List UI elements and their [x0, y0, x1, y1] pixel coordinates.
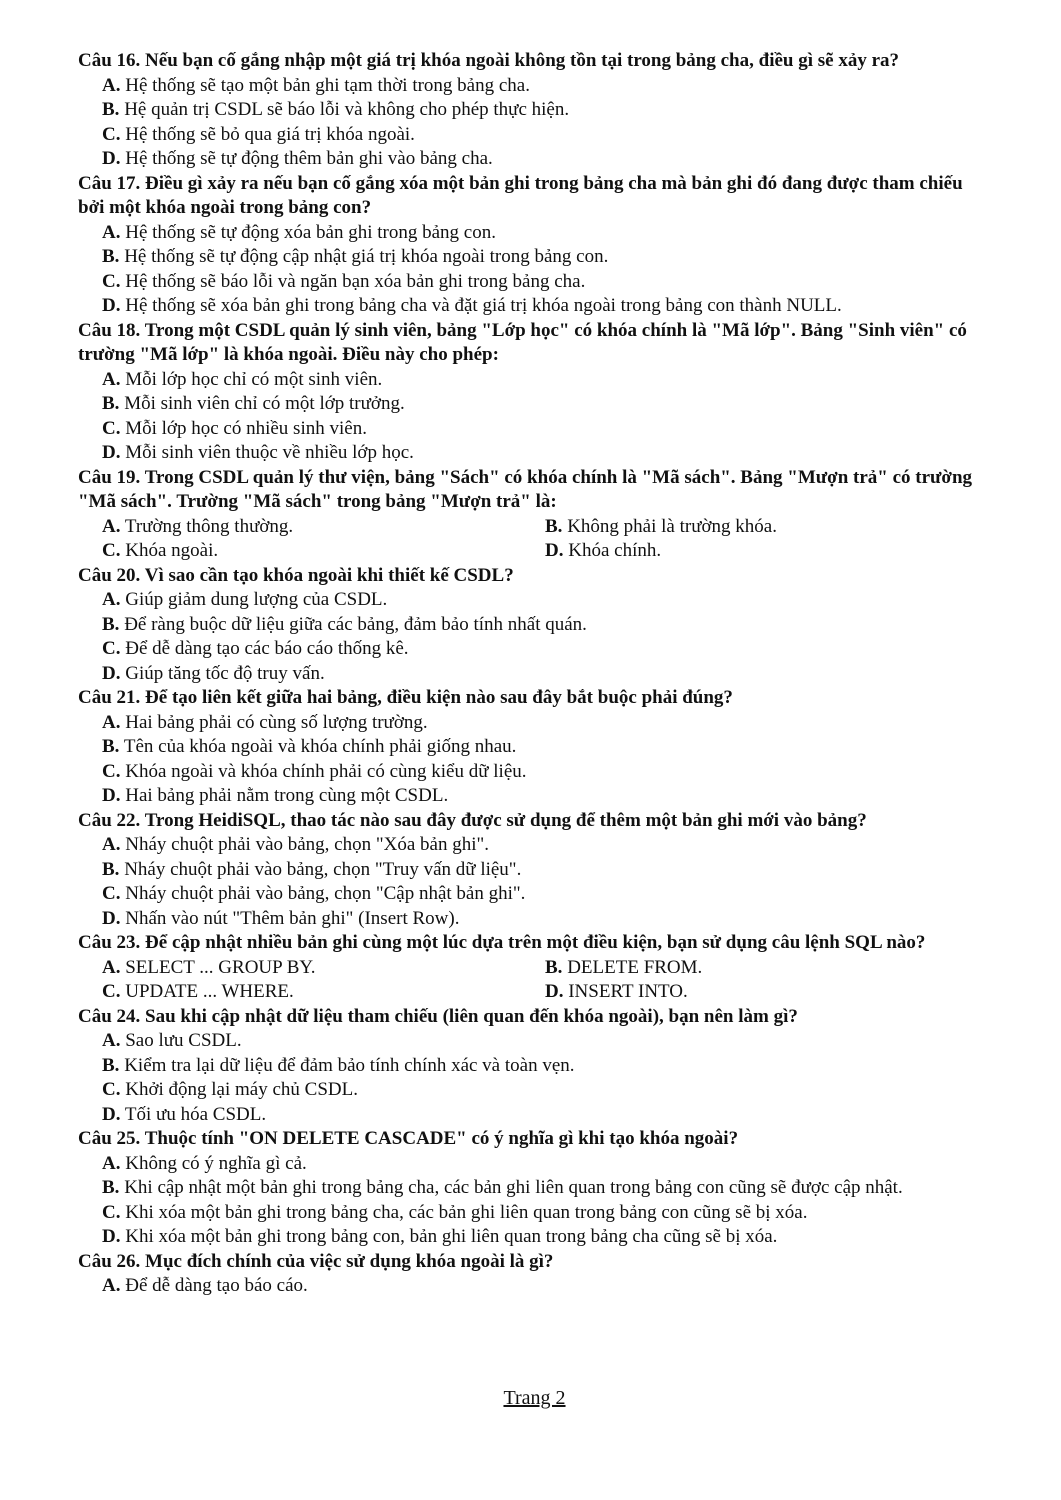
question-text: Trong HeidiSQL, thao tác nào sau đây được sử dụng để thêm một bản ghi mới vào bảng?	[144, 809, 867, 831]
option-b: B. Tên của khóa ngoài và khóa chính phải giống nhau.	[102, 736, 517, 757]
question-label: Câu 16.	[78, 50, 141, 71]
option-d: D. Hai bảng phải nằm trong cùng một CSDL.	[102, 785, 449, 806]
option-d: D. Mỗi sinh viên thuộc về nhiều lớp học.	[102, 442, 414, 463]
question-label: Câu 25.	[78, 1128, 141, 1149]
question-26	[78, 1250, 988, 1299]
option-d: D. Khi xóa một bản ghi trong bảng con, bản ghi liên quan trong bảng cha cũng sẽ bị xóa.	[102, 1226, 778, 1247]
question-label: Câu 23.	[78, 932, 141, 953]
option-c: C. Hệ thống sẽ bỏ qua giá trị khóa ngoài.	[102, 123, 415, 145]
question-text: Trong CSDL quản lý thư viện, bảng "Sách" có khóa chính là "Mã sách". Bảng "Mượn trả" có trường "Mã sách". Trường "Mã sách" trong bảng "Mượn trả" là:	[78, 466, 973, 512]
question-text: Mục đích chính của việc sử dụng khóa ngoài là gì?	[145, 1250, 554, 1272]
option-a: A. Hệ thống sẽ tạo một bản ghi tạm thời trong bảng cha.	[102, 74, 530, 96]
question-25	[78, 1127, 988, 1250]
option-a: A. Mỗi lớp học chỉ có một sinh viên.	[102, 368, 383, 390]
option-d: D. Hệ thống sẽ xóa bản ghi trong bảng cha và đặt giá trị khóa ngoài trong bảng con thành NULL.	[102, 295, 842, 316]
option-c: C. Khởi động lại máy chủ CSDL.	[102, 1079, 358, 1100]
question-label: Câu 19.	[78, 466, 141, 488]
option-d: D. Hệ thống sẽ tự động thêm bản ghi vào bảng cha.	[102, 148, 493, 169]
option-b: B. Hệ quản trị CSDL sẽ báo lỗi và không cho phép thực hiện.	[102, 99, 570, 120]
option-d: D. Giúp tăng tốc độ truy vấn.	[102, 662, 325, 684]
option-a: A. SELECT ... GROUP BY.	[102, 956, 316, 978]
question-text: Sau khi cập nhật dữ liệu tham chiếu (liên quan đến khóa ngoài), bạn nên làm gì?	[145, 1005, 798, 1027]
question-text: Điều gì xảy ra nếu bạn cố gắng xóa một bản ghi trong bảng cha mà bản ghi đó đang được tham chiếu bởi một khóa ngoài trong bảng con?	[78, 172, 963, 218]
question-text: Trong một CSDL quản lý sinh viên, bảng "Lớp học" có khóa chính là "Mã lớp". Bảng "Sinh viên" có trường "Mã lớp" là khóa ngoài. Điều này cho phép:	[78, 319, 967, 365]
option-a: A. Sao lưu CSDL.	[102, 1030, 242, 1051]
option-row	[78, 956, 988, 981]
option-d: D. Nhấn vào nút "Thêm bản ghi" (Insert Row).	[102, 907, 460, 929]
question-text: Để tạo liên kết giữa hai bảng, điều kiện nào sau đây bắt buộc phải đúng?	[145, 687, 733, 708]
option-c: C. Khóa ngoài và khóa chính phải có cùng kiểu dữ liệu.	[102, 760, 527, 782]
option-a: A. Giúp giảm dung lượng của CSDL.	[102, 589, 388, 610]
question-text: Nếu bạn cố gắng nhập một giá trị khóa ngoài không tồn tại trong bảng cha, điều gì sẽ xảy ra?	[145, 50, 900, 71]
option-b: B. Kiểm tra lại dữ liệu để đảm bảo tính chính xác và toàn vẹn.	[102, 1054, 575, 1076]
option-b: B. Để ràng buộc dữ liệu giữa các bảng, đảm bảo tính nhất quán.	[102, 613, 587, 635]
question-21	[78, 686, 988, 809]
question-text: Vì sao cần tạo khóa ngoài khi thiết kế CSDL?	[144, 564, 514, 586]
question-23	[78, 931, 988, 1005]
question-20	[78, 564, 988, 687]
question-label: Câu 18.	[78, 319, 141, 341]
option-b: B. Không phải là trường khóa.	[545, 515, 777, 537]
question-19	[78, 466, 988, 564]
option-b: B. Nháy chuột phải vào bảng, chọn "Truy vấn dữ liệu".	[102, 858, 522, 880]
question-label: Câu 17.	[78, 172, 141, 194]
option-c: C. Nháy chuột phải vào bảng, chọn "Cập nhật bản ghi".	[102, 883, 526, 904]
option-c: C. Hệ thống sẽ báo lỗi và ngăn bạn xóa bản ghi trong bảng cha.	[102, 270, 586, 292]
option-c: C. UPDATE ... WHERE.	[102, 981, 294, 1002]
question-24	[78, 1005, 988, 1128]
question-list	[78, 49, 988, 1299]
option-d: D. Tối ưu hóa CSDL.	[102, 1103, 267, 1125]
option-b: B. Khi cập nhật một bản ghi trong bảng cha, các bản ghi liên quan trong bảng con cũng sẽ được cập nhật.	[102, 1177, 903, 1198]
question-label: Câu 20.	[78, 564, 141, 586]
option-c: C. Để dễ dàng tạo các báo cáo thống kê.	[102, 638, 409, 659]
question-text: Thuộc tính "ON DELETE CASCADE" có ý nghĩa gì khi tạo khóa ngoài?	[144, 1128, 739, 1149]
option-a: A. Nháy chuột phải vào bảng, chọn "Xóa bản ghi".	[102, 834, 489, 855]
question-label: Câu 21.	[78, 687, 141, 708]
option-d: D. INSERT INTO.	[545, 981, 688, 1002]
question-17	[78, 172, 988, 319]
question-label: Câu 24.	[78, 1005, 141, 1027]
option-row	[78, 980, 988, 1005]
option-a: A. Trường thông thường.	[102, 515, 294, 537]
option-c: C. Khóa ngoài.	[102, 540, 219, 561]
option-c: C. Mỗi lớp học có nhiều sinh viên.	[102, 417, 367, 439]
option-b: B. Mỗi sinh viên chỉ có một lớp trưởng.	[102, 393, 405, 414]
option-b: B. Hệ thống sẽ tự động cập nhật giá trị khóa ngoài trong bảng con.	[102, 246, 609, 267]
option-c: C. Khi xóa một bản ghi trong bảng cha, các bản ghi liên quan trong bảng con cũng sẽ bị xóa.	[102, 1201, 808, 1223]
page-footer	[0, 1386, 1061, 1411]
question-16	[78, 49, 988, 172]
option-b: B. DELETE FROM.	[545, 956, 703, 978]
option-row	[78, 539, 988, 564]
option-row	[78, 515, 988, 540]
option-a: A. Hệ thống sẽ tự động xóa bản ghi trong bảng con.	[102, 221, 496, 243]
option-d: D. Khóa chính.	[545, 540, 662, 561]
question-label: Câu 22.	[78, 809, 141, 831]
option-a: A. Không có ý nghĩa gì cả.	[102, 1152, 307, 1174]
question-22	[78, 809, 988, 932]
page-number: Trang 2	[503, 1387, 566, 1409]
question-text: Để cập nhật nhiều bản ghi cùng một lúc dựa trên một điều kiện, bạn sử dụng câu lệnh SQL nào?	[145, 932, 926, 953]
option-a: A. Để dễ dàng tạo báo cáo.	[102, 1275, 308, 1296]
question-18	[78, 319, 988, 466]
option-a: A. Hai bảng phải có cùng số lượng trường.	[102, 711, 428, 733]
question-label: Câu 26.	[78, 1250, 141, 1272]
